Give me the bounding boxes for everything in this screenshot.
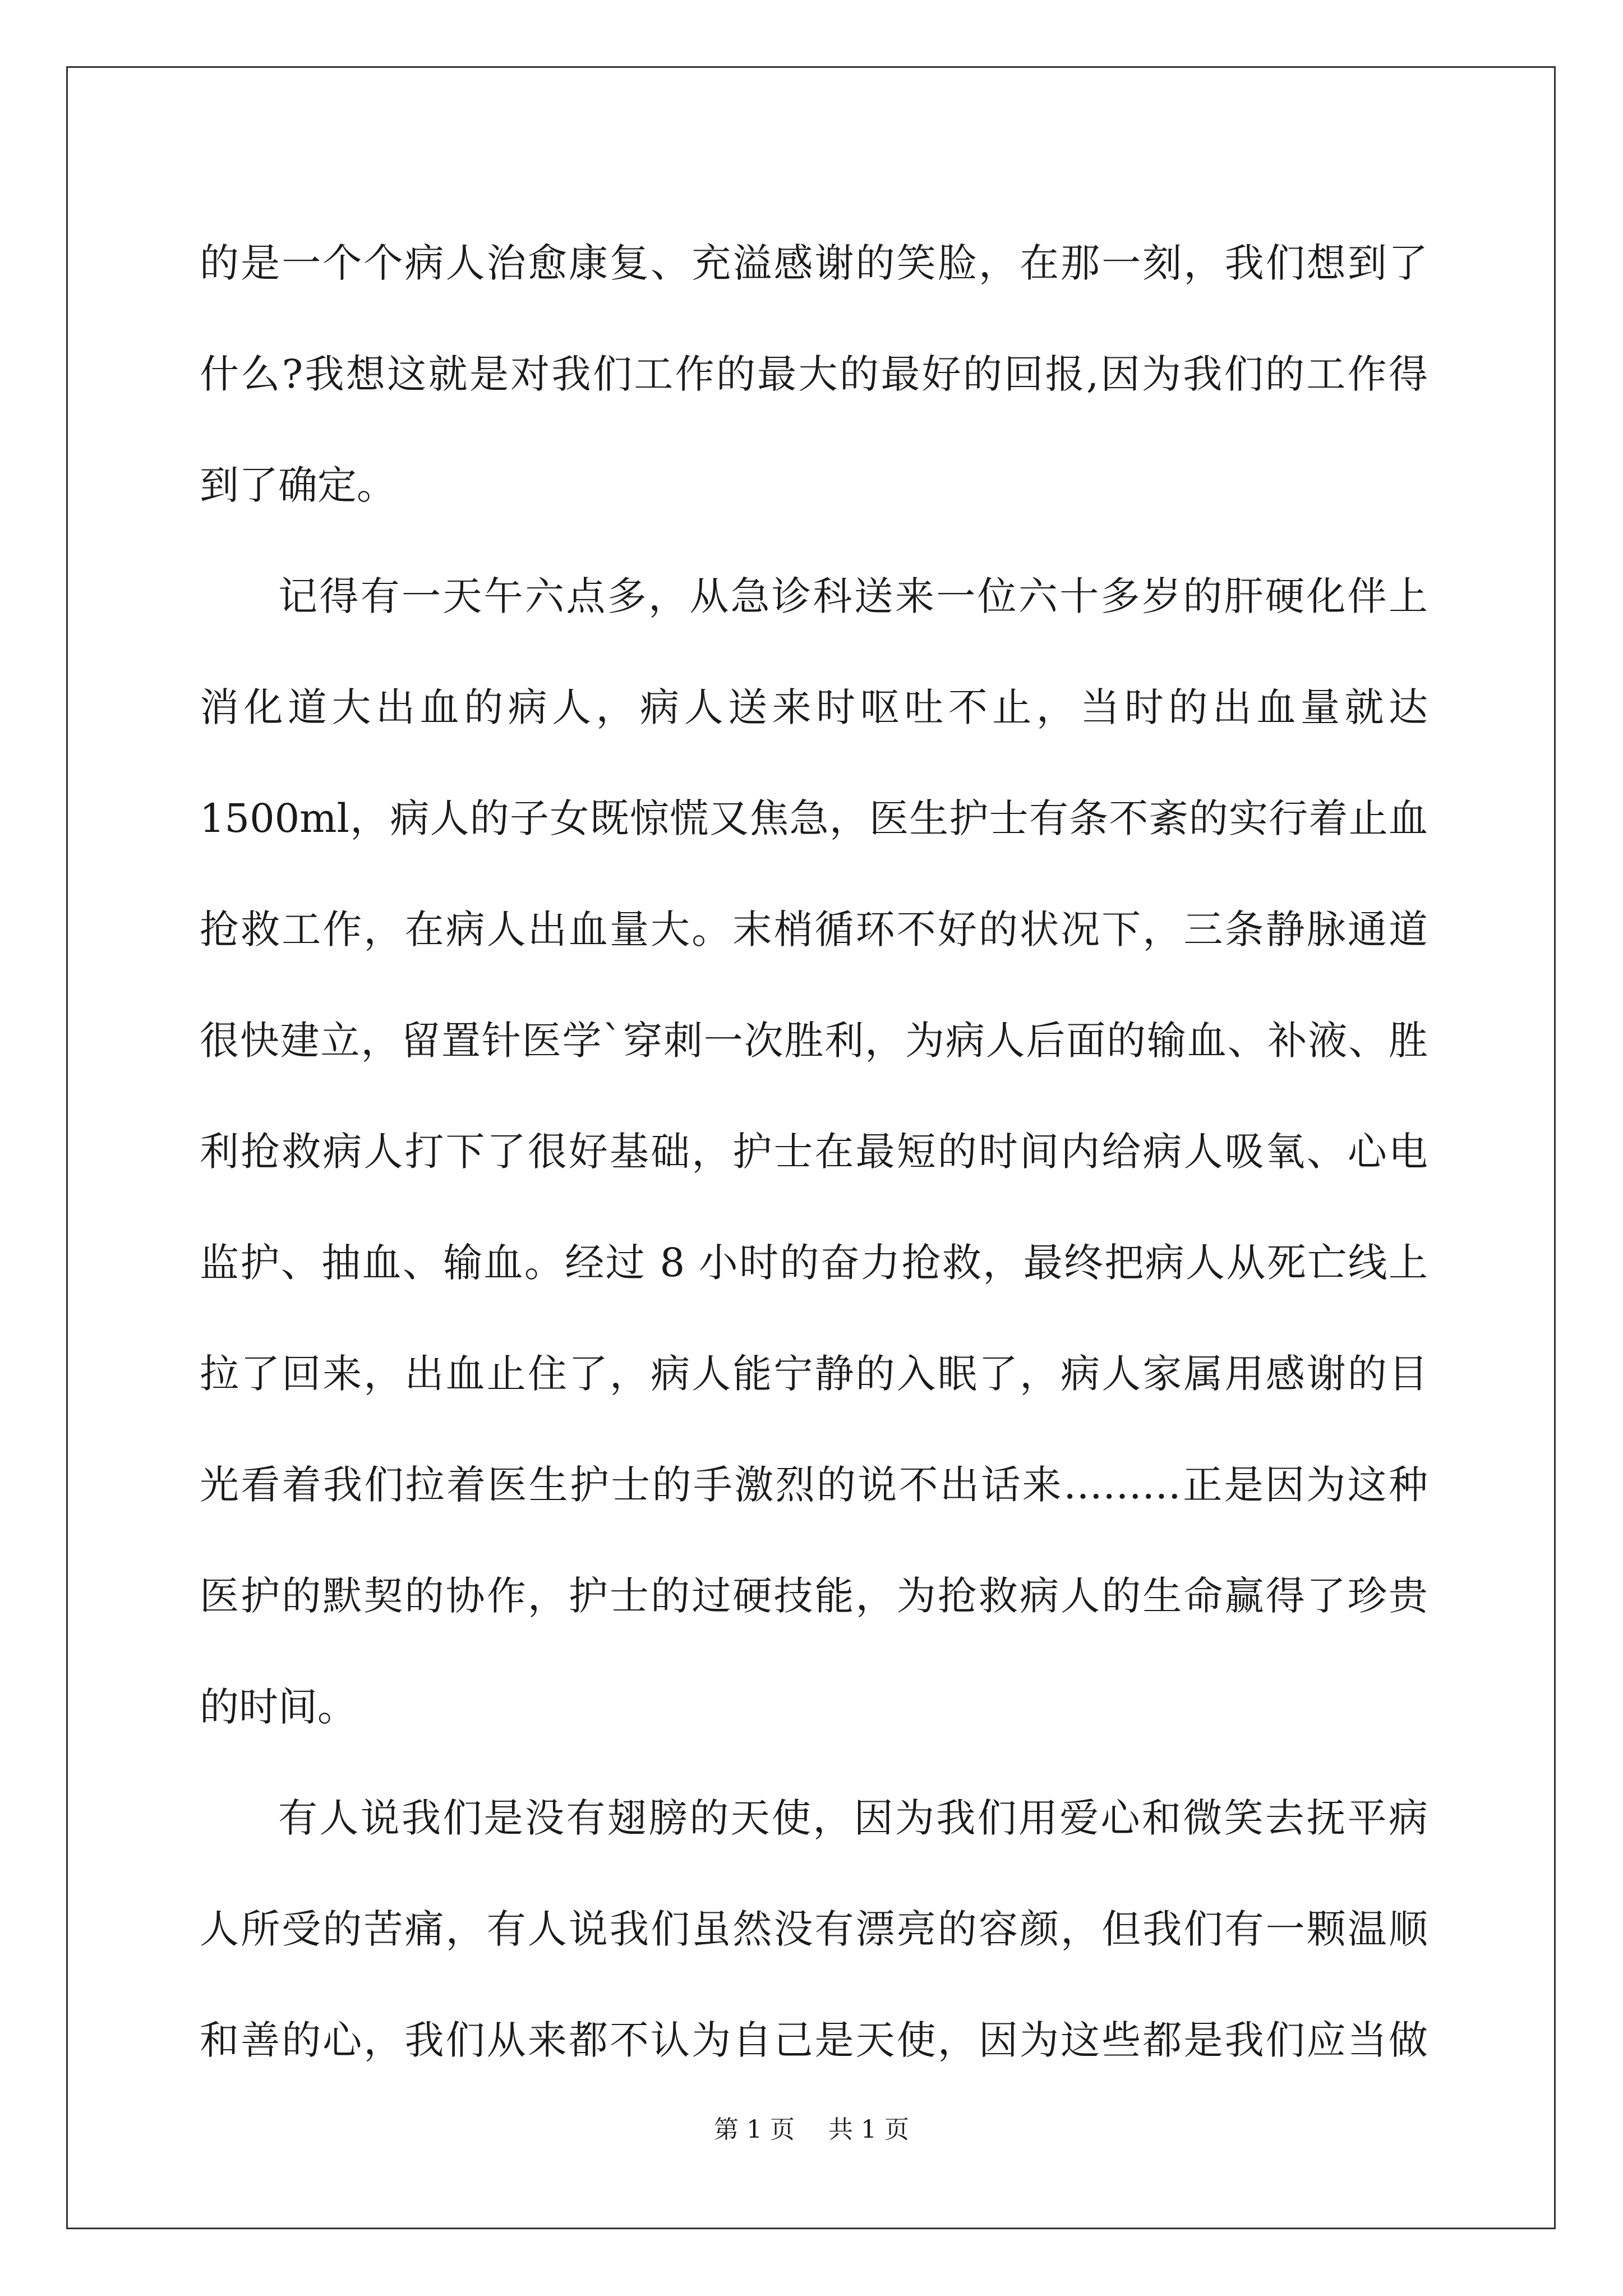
text-line: 利抢救病人打下了很好基础，护士在最短的时间内给病人吸氧、心电 [200,1129,1428,1175]
text-line: 很快建立，留置针医学`穿刺一次胜利，为病人后面的输血、补液、胜 [200,1018,1428,1064]
text-line: 1500ml，病人的子女既惊慌又焦急，医生护士有条不紊的实行着止血 [200,795,1428,841]
text-line: 和善的心，我们从来都不认为自己是天使，因为这些都是我们应当做 [200,2017,1428,2063]
text-line: 医护的默契的协作，护士的过硬技能，为抢救病人的生命赢得了珍贵 [200,1573,1428,1619]
text-line: 消化道大出血的病人，病人送来时呕吐不止，当时的出血量就达 [200,684,1428,730]
text-line: 拉了回来，出血止住了，病人能宁静的入眠了，病人家属用感谢的目 [200,1351,1428,1397]
text-line: 光看着我们拉着医生护士的手激烈的说不出话来………正是因为这种 [200,1462,1428,1508]
text-line: 什么?我想这就是对我们工作的最大的最好的回报,因为我们的工作得 [200,351,1428,397]
page-number-total: 共 1 页 [828,2115,909,2144]
text-line: 人所受的苦痛，有人说我们虽然没有漂亮的容颜，但我们有一颗温顺 [200,1906,1428,1952]
page-footer [0,2109,1623,2145]
text-line: 的是一个个病人治愈康复、充溢感谢的笑脸，在那一刻，我们想到了 [200,240,1428,286]
text-line: 到了确定。 [200,462,396,508]
text-line: 有人说我们是没有翅膀的天使，因为我们用爱心和微笑去抚平病 [278,1795,1428,1841]
text-line: 记得有一天午六点多，从急诊科送来一位六十多岁的肝硬化伴上 [278,573,1428,619]
document-body [200,208,1428,2096]
text-line: 的时间。 [200,1684,357,1730]
text-line: 抢救工作，在病人出血量大。末梢循环不好的状况下，三条静脉通道 [200,907,1428,953]
text-line: 监护、抽血、输血。经过 8 小时的奋力抢救，最终把病人从死亡线上 [200,1240,1428,1286]
page-number-current: 第 1 页 [714,2115,795,2144]
